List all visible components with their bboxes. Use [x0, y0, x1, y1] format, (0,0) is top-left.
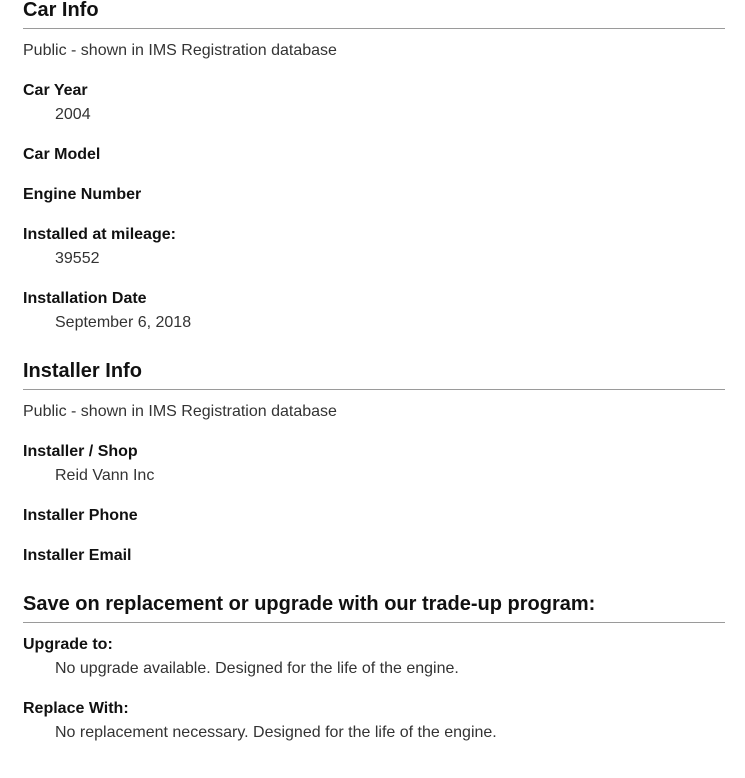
replace-with-label: Replace With: [23, 700, 129, 717]
installer-info-heading: Installer Info [23, 360, 142, 382]
installation-date-label: Installation Date [23, 290, 147, 307]
installer-shop-label: Installer / Shop [23, 443, 138, 460]
car-year-label: Car Year [23, 82, 88, 99]
car-info-section [23, 0, 725, 333]
installed-mileage-field [23, 225, 725, 269]
trade-up-heading: Save on replacement or upgrade with our trade-up program: [23, 593, 596, 615]
replace-with-value: No replacement necessary. Designed for the life of the engine. [55, 724, 497, 741]
installer-shop-field [23, 442, 725, 486]
car-model-label: Car Model [23, 146, 101, 163]
car-info-heading: Car Info [23, 0, 99, 21]
installed-mileage-value: 39552 [55, 250, 100, 267]
engine-number-field [23, 185, 725, 205]
installer-info-section [23, 359, 725, 566]
installer-info-visibility-note: Public - shown in IMS Registration database [23, 403, 337, 420]
installer-shop-value: Reid Vann Inc [55, 467, 155, 484]
installer-email-label: Installer Email [23, 547, 132, 564]
registration-details [23, 0, 725, 745]
installation-date-field [23, 289, 725, 333]
upgrade-to-field [23, 635, 725, 679]
installed-mileage-label: Installed at mileage: [23, 226, 176, 243]
installer-phone-label: Installer Phone [23, 507, 138, 524]
trade-up-section [23, 592, 725, 743]
installer-info-divider [23, 389, 725, 390]
upgrade-to-value: No upgrade available. Designed for the life of the engine. [55, 660, 459, 677]
trade-up-divider [23, 622, 725, 623]
car-model-field [23, 145, 725, 165]
engine-number-label: Engine Number [23, 186, 142, 203]
car-info-visibility-note: Public - shown in IMS Registration database [23, 42, 337, 59]
installer-email-field [23, 546, 725, 566]
car-year-value: 2004 [55, 106, 91, 123]
upgrade-to-label: Upgrade to: [23, 636, 113, 653]
installation-date-value: September 6, 2018 [55, 314, 192, 331]
replace-with-field [23, 699, 725, 743]
car-info-divider [23, 28, 725, 29]
car-year-field [23, 81, 725, 125]
installer-phone-field [23, 506, 725, 526]
